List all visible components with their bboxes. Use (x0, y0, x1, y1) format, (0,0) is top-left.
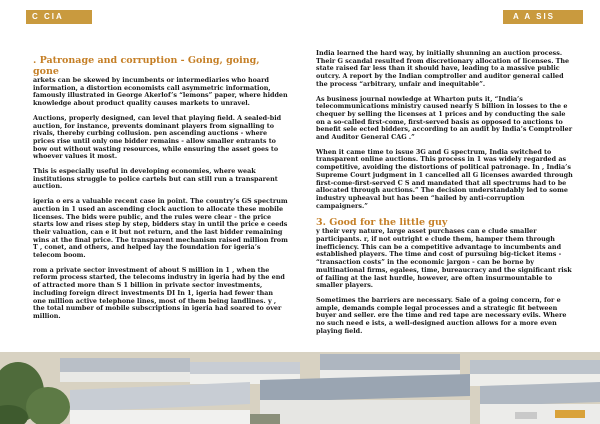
building-wall (60, 372, 190, 382)
building-roof (470, 360, 600, 374)
right-paragraph: Sometimes the barriers are necessary. Sale of a going concern, for e ample, demands comple legal processes and a strategic fit between buyer and seller. ere the time and red tape are necessary evils. Where no such need e ists, a well-designed auction allows for a more even playing field. (316, 295, 567, 335)
building-wall (70, 410, 250, 424)
right-paragraph: y their very nature, large asset purchases can e clude smaller participants. r, if not outright e clude them, hamper them through inefficiency. This can be a competitive advantage to incumbents and established players. The time and cost of pursuing big-ticket items - “transaction costs” in the economic jargon - can be borne by multinational firms, egalees, time, bureaucracy and the significant risk of failing at the last hurdle, however, are often insurmountable to smaller players. (316, 227, 572, 290)
right-paragraph: When it came time to issue 3G and G spectrum, India switched to transparent online auctions. This process in 1 was widely regarded as competitive, avoiding the distortions of political patronage. In , India’s Supreme Court judgment in 1 cancelled all G licenses awarded through first-come-first-served C S and mandated that all spectrums had to be allocated through auctions.” The decision understandably led to some industry upheaval but has been “hailed by anti-corruption campaigners.” (316, 147, 573, 210)
building-roof (190, 362, 300, 374)
building-wall (260, 400, 470, 424)
factory-photo-illustration (0, 352, 600, 424)
left-paragraph: arkets can be skewed by incumbents or intermediaries who hoard information, a distortion economists call asymmetric information, famously illustrated in George Akerlof’s “lemons” paper, where hidden knowledge about product quality causes markets to unravel. (33, 76, 288, 108)
right-paragraph: As business journal nowledge at Wharton puts it, “India’s telecommunications ministry caused nearly S billion in losses to the e chequer by selling the licenses at 1 prices and by conducting the sale on a so-called first-come, first-served basis as opposed to auctions to benefit sele ected bidders, according to an audit by India’s Comptroller and Auditor General CAG .” (316, 94, 573, 142)
left-heading: . Patronage and corruption - Going, going, gone (33, 55, 260, 77)
building-roof (480, 382, 600, 406)
left-paragraph: Auctions, properly designed, can level that playing field. A sealed-bid auction, for instance, prevents dominant players from signalling to rivals, thereby curbing collusion. pen ascending auctions - where prices rise until only one bidder remains - allow smaller entrants to bow out without wasting resources, while ensuring the asset goes to whoever values it most. (33, 113, 282, 161)
truck (555, 410, 585, 418)
yard (250, 414, 280, 424)
left-paragraph: rom a private sector investment of about S million in 1 , when the reform process started, the telecoms industry in igeria had by the end of attracted more than S 1 billion in private sector investments, including foreign direct investments DI In 1, igeria had fewer than one million active telephone lines, most of them being landlines. y , the total number of mobile subscriptions in igeria had soared to over million. (33, 265, 285, 320)
building-roof (320, 354, 460, 370)
right-paragraph: India learned the hard way, by initially shunning an auction process. Their G scandal resulted from discretionary allocation of licenses. The state raised far less than it should have, leading to a massive public outcry. A report by the Indian comptroller and auditor general called the process “arbitrary, unfair and inequitable”. (316, 49, 570, 88)
right-column (316, 50, 576, 343)
left-paragraph: igeria o ers a valuable recent case in point. The country’s GS spectrum auction in 1 used an ascending clock auction to allocate these mobile licenses. The bids were public, and the rules were clear - the price starts low and rises step by step, bidders stay in until the price e ceeds their valuation, can e it but not return, and the last bidder remaining wins at the final price. The transparent mechanism raised million from T , conet, and others, and helped lay the foundation for igeria’s telecom boom. (33, 197, 288, 260)
left-column (33, 55, 288, 328)
section-tab-left: C CIA (26, 10, 92, 24)
left-paragraph: This is especially useful in developing economies, where weak institutions struggle to police cartels but can still run a transparent auction. (33, 167, 278, 191)
section-tab-right: A A SIS (503, 10, 583, 24)
building-roof (60, 358, 190, 372)
right-heading: 3. Good for the little guy (316, 217, 448, 229)
truck (515, 412, 537, 419)
factory-photo (0, 352, 600, 424)
